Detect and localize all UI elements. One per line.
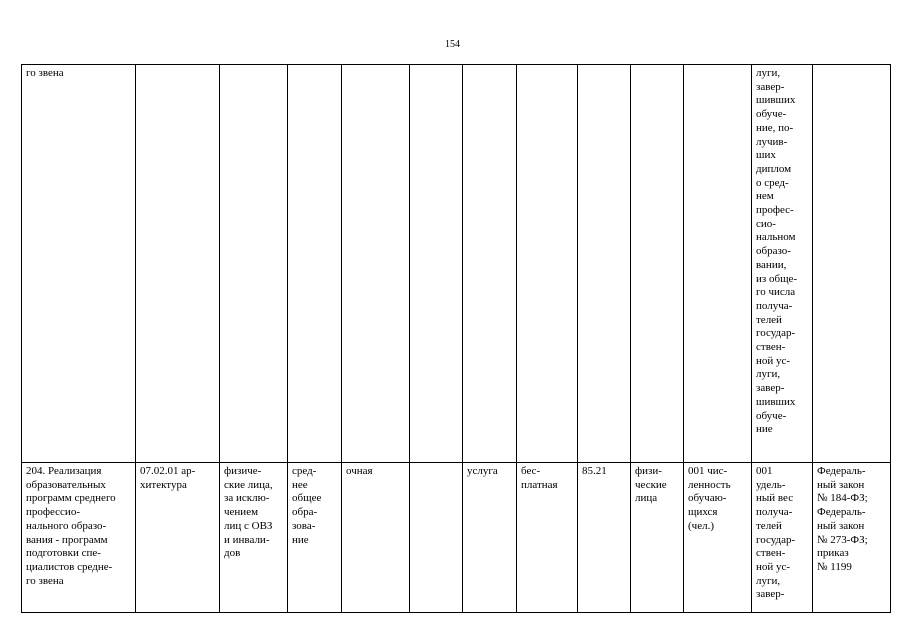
- cell-consumers: [631, 65, 684, 463]
- cell-study-form: очная: [342, 463, 410, 613]
- cell-consumers: физи- ческие лица: [631, 463, 684, 613]
- table-row: [22, 463, 891, 613]
- page-number: 154: [445, 39, 460, 50]
- cell-service-name: го звена: [22, 65, 136, 463]
- cell-type: [463, 65, 517, 463]
- cell-type: услуга: [463, 463, 517, 613]
- cell-quality-indicator: луги, завер- шивших обуче- ние, по- лучив- ших диплом о сред- нем профес- сио- нальном образо- вании, из обще- го числа получа- телей государ- ствен- ной ус- луги, завер- шивших обуче- ние: [752, 65, 813, 463]
- cell-specialty-code: [136, 65, 220, 463]
- cell-volume-indicator: [684, 65, 752, 463]
- registry-table: [21, 64, 891, 613]
- cell-okved: [578, 65, 631, 463]
- cell-study-form: [342, 65, 410, 463]
- cell-legal-basis: [813, 65, 891, 463]
- cell-recipient-category: [220, 65, 288, 463]
- cell-volume-indicator: 001 чис- ленность обучаю- щихся (чел.): [684, 463, 752, 613]
- cell-payment: бес- платная: [517, 463, 578, 613]
- cell-service-name: 204. Реализация образовательных программ среднего профессио- нального образо- вания - программ подготовки спе- циалистов средне- го звена: [22, 463, 136, 613]
- cell-empty: [410, 463, 463, 613]
- cell-empty: [410, 65, 463, 463]
- cell-quality-indicator: 001 удель- ный вес получа- телей государ- ствен- ной ус- луги, завер-: [752, 463, 813, 613]
- cell-payment: [517, 65, 578, 463]
- table-row: [22, 65, 891, 463]
- cell-legal-basis: Федераль- ный закон № 184-ФЗ; Федераль- ный закон № 273-ФЗ; приказ № 1199: [813, 463, 891, 613]
- cell-recipient-category: физиче- ские лица, за исклю- чением лиц с ОВЗ и инвали- дов: [220, 463, 288, 613]
- cell-education-level: сред- нее общее обра- зова- ние: [288, 463, 342, 613]
- cell-okved: 85.21: [578, 463, 631, 613]
- cell-education-level: [288, 65, 342, 463]
- cell-specialty-code: 07.02.01 ар- хитектура: [136, 463, 220, 613]
